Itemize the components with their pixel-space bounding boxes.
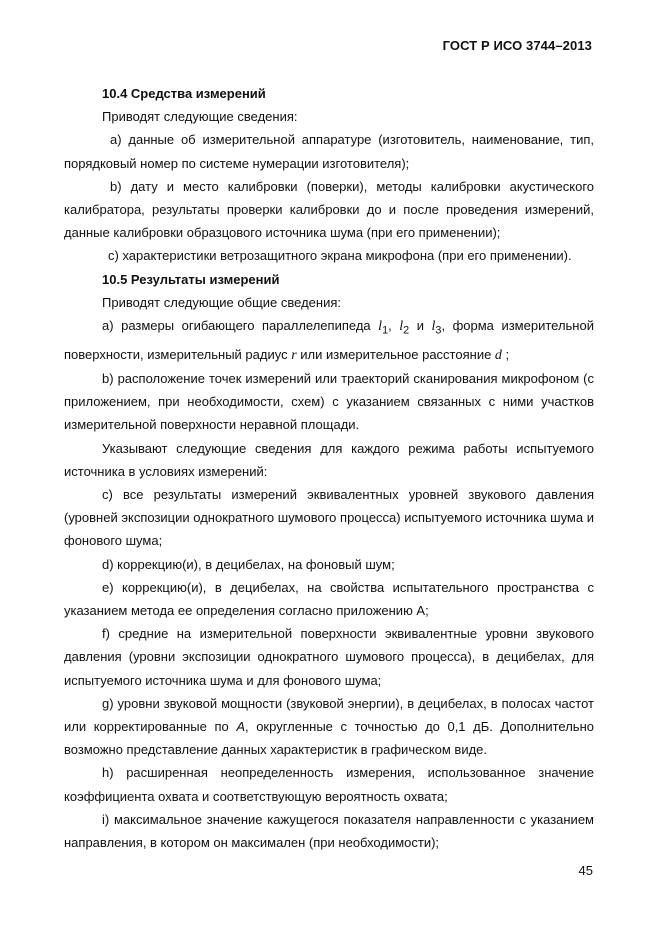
document-body: [64, 82, 594, 854]
list-item-b-10-4: b) дату и место калибровки (поверки), методы калибровки акустического калибратора, результаты проверки калибровки до и после проведения измерений, данные калибровки образцового источника шума (при его применении);: [64, 178, 594, 241]
list-item-i-10-5: i) максимальное значение кажущегося показателя направленности с указанием направления, в котором он максимален (при необходимости);: [64, 811, 594, 851]
page-number: 45: [578, 863, 593, 878]
standard-designation: ГОСТ Р ИСО 3744–2013: [442, 38, 592, 53]
list-item-g-10-5: g) уровни звуковой мощности (звуковой энергии), в децибелах, в полосах частот или корректированные по А, округленные с точностью до 0,1 дБ. Дополнительно возможно представление данных характеристик в графическом виде.: [64, 695, 594, 758]
list-item-c-10-5: c) все результаты измерений эквивалентных уровней звукового давления (уровней экспозиции однократного шумового процесса) испытуемого источника шума и фонового шума;: [64, 487, 594, 549]
var-d: d: [494, 347, 502, 363]
section-heading-10-5: 10.5 Результаты измерений: [102, 271, 280, 287]
list-item-h-10-5: h) расширенная неопределенность измерения, использованное значение коэффициента охвата и соответствующую вероятность охвата;: [64, 765, 594, 804]
var-l3: l: [431, 319, 436, 335]
list-item-a-10-5: a) размеры огибающего параллелепипеда $l_1$, $l_2$ и $l_3$, форма измерительной поверхности, измерительный радиус r или измерительное расстояние d ;: [64, 318, 594, 363]
paragraph-modes-intro: Указывают следующие сведения для каждого режима работы испытуемого источника в условиях измерений:: [64, 440, 594, 479]
section-heading-10-4: 10.4 Средства измерений: [102, 86, 266, 101]
var-l3-subscript: 3: [435, 324, 442, 337]
var-l2: l: [399, 319, 404, 335]
list-item-a-10-4: a) данные об измерительной аппаратуре (изготовитель, наименование, тип, порядковый номер по системе нумерации изготовителя);: [64, 132, 594, 171]
list-item-b-10-5: b) расположение точек измерений или траекторий сканирования микрофоном (с приложением, при необходимости, схем) с указанием связанных с ними участков измерительной поверхности неравной площади.: [64, 371, 594, 433]
var-l2-subscript: 2: [403, 324, 410, 337]
paragraph-intro-10-5: Приводят следующие общие сведения:: [102, 294, 341, 310]
list-item-e-10-5: e) коррекцию(и), в децибелах, на свойства испытательного пространства с указанием метода ее определения согласно приложению А;: [64, 579, 594, 619]
list-item-c-10-4: c) характеристики ветрозащитного экрана микрофона (при его применении).: [108, 248, 572, 264]
var-l1-subscript: 1: [382, 324, 389, 337]
var-a-weighting: А: [236, 719, 245, 735]
list-item-d-10-5: d) коррекцию(и), в децибелах, на фоновый шум;: [102, 556, 395, 572]
paragraph-intro-10-4: Приводят следующие сведения:: [102, 109, 298, 125]
list-item-f-10-5: f) средние на измерительной поверхности эквивалентные уровни звукового давления (уровни экспозиции однократного шумового процесса), в децибелах, для испытуемого источника шума и для фонового шума;: [64, 626, 594, 688]
var-l1: l: [378, 319, 383, 335]
var-r: r: [291, 347, 297, 363]
